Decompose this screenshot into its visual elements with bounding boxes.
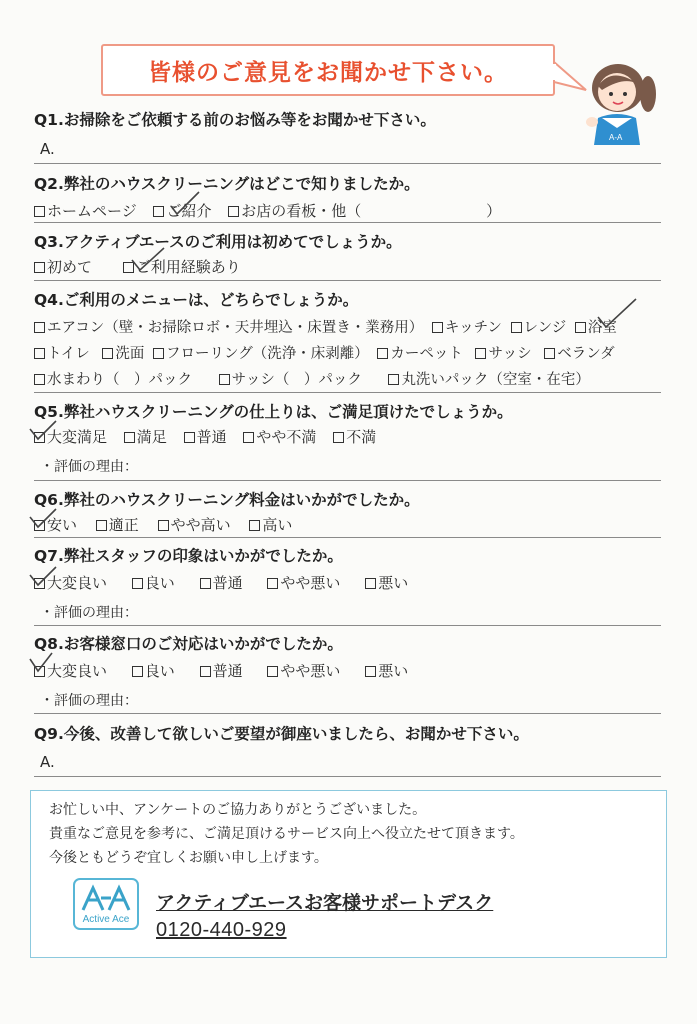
handwritten-checkmark (26, 415, 66, 445)
q8-options (34, 660, 420, 681)
q8-option-bad[interactable]: 悪い (365, 660, 408, 681)
q7-reason-label: ・評価の理由： (40, 605, 138, 621)
divider (34, 776, 661, 777)
q9-question: Q9.今後、改善して欲しいご要望が御座いましたら、お聞かせ下さい。 (34, 725, 529, 743)
divider (34, 392, 661, 393)
q4-option-toilet[interactable]: トイレ (34, 342, 90, 363)
q4-option-kitchen[interactable]: キッチン (432, 316, 502, 337)
q2-option-other[interactable]: お店の看板・他（ (228, 200, 361, 221)
q6-options (34, 514, 304, 535)
handwritten-checkmark (594, 295, 640, 331)
q6-option-somewhat-expensive[interactable]: やや高い (158, 514, 231, 535)
checkbox[interactable] (377, 348, 388, 359)
q6-question: Q6.弊社のハウスクリーニング料金はいかがでしたか。 (34, 491, 420, 509)
divider (34, 480, 661, 481)
active-ace-logo (73, 878, 139, 930)
q6-option-cheap[interactable]: 安い (34, 514, 77, 535)
q5-options (34, 426, 388, 447)
divider (34, 537, 661, 538)
q5-option-normal[interactable]: 普通 (184, 426, 227, 447)
q4-option-carpet[interactable]: カーペット (377, 342, 463, 363)
checkbox[interactable] (511, 322, 522, 333)
q8-option-somewhat-bad[interactable]: やや悪い (267, 660, 340, 681)
checkbox[interactable] (153, 348, 164, 359)
q6-option-fair[interactable]: 適正 (96, 514, 139, 535)
checkbox[interactable] (34, 322, 45, 333)
q7-option-normal[interactable]: 普通 (200, 572, 243, 593)
divider (34, 280, 661, 281)
q1-answer-prefix: A. (40, 140, 55, 158)
q5-question: Q5.弊社ハウスクリーニングの仕上りは、ご満足頂けたでしょうか。 (34, 403, 513, 421)
q7-question: Q7.弊社スタッフの印象はいかがでしたか。 (34, 547, 343, 565)
checkbox[interactable] (132, 578, 143, 589)
q4-option-full-wash-pack[interactable]: 丸洗いパック（空室・在宅） (388, 368, 590, 389)
q6-option-expensive[interactable]: 高い (249, 514, 292, 535)
q4-options-row1 (34, 316, 617, 337)
q2-options (34, 200, 501, 221)
checkbox[interactable] (544, 348, 555, 359)
q3-option-used-before[interactable]: ご利用経験あり (123, 256, 241, 277)
q4-option-sash-pack[interactable]: サッシ（ ）パック (219, 368, 362, 389)
checkbox[interactable] (249, 520, 260, 531)
divider (34, 163, 661, 164)
q7-option-bad[interactable]: 悪い (365, 572, 408, 593)
q3-question: Q3.アクティブエースのご利用は初めてでしょうか。 (34, 233, 402, 251)
q5-option-satisfied[interactable]: 満足 (124, 426, 167, 447)
q4-option-flooring[interactable]: フローリング（洗浄・床剥離） (153, 342, 369, 363)
support-phone-number[interactable]: 0120-440-929 (156, 919, 287, 941)
svg-text:A-A: A-A (609, 133, 623, 142)
checkbox[interactable] (200, 666, 211, 677)
checkbox[interactable] (388, 374, 399, 385)
divider (34, 222, 661, 223)
logo-mark-icon (75, 884, 137, 914)
checkbox[interactable] (132, 666, 143, 677)
q4-question: Q4.ご利用のメニューは、どちらでしょうか。 (34, 291, 359, 309)
q4-option-sash[interactable]: サッシ (475, 342, 531, 363)
q7-option-good[interactable]: 良い (132, 572, 175, 593)
q5-option-somewhat-dissatisfied[interactable]: やや不満 (243, 426, 316, 447)
q8-option-normal[interactable]: 普通 (200, 660, 243, 681)
q4-option-aircon[interactable]: エアコン（壁・お掃除ロボ・天井埋込・床置き・業務用） (34, 316, 423, 337)
q4-option-washroom[interactable]: 洗面 (102, 342, 144, 363)
checkbox[interactable] (34, 374, 45, 385)
checkbox[interactable] (432, 322, 443, 333)
q7-options (34, 572, 420, 593)
q5-reason-label: ・評価の理由： (40, 459, 138, 475)
checkbox[interactable] (96, 520, 107, 531)
q4-option-bathroom[interactable]: 浴室 (575, 316, 617, 337)
q4-options-row2 (34, 342, 615, 363)
q4-option-range[interactable]: レンジ (511, 316, 567, 337)
q7-option-very-good[interactable]: 大変良い (34, 572, 107, 593)
checkbox[interactable] (124, 432, 135, 443)
q7-option-somewhat-bad[interactable]: やや悪い (267, 572, 340, 593)
q2-option-homepage[interactable]: ホームページ (34, 200, 137, 221)
checkbox[interactable] (200, 578, 211, 589)
checkbox[interactable] (475, 348, 486, 359)
q5-option-very-satisfied[interactable]: 大変満足 (34, 426, 107, 447)
q4-options-row3 (34, 368, 590, 389)
q8-reason-label: ・評価の理由： (40, 693, 138, 709)
q8-option-very-good[interactable]: 大変良い (34, 660, 107, 681)
q5-option-dissatisfied[interactable]: 不満 (333, 426, 376, 447)
handwritten-checkmark (128, 244, 168, 274)
handwritten-checkmark (26, 561, 66, 591)
support-desk-name: アクティブエースお客様サポートデスク (156, 892, 494, 914)
checkbox[interactable] (158, 520, 169, 531)
checkbox[interactable] (267, 578, 278, 589)
checkbox[interactable] (333, 432, 344, 443)
checkbox[interactable] (34, 206, 45, 217)
footer-regards-line: 今後ともどうぞ宜しくお願い申し上げます。 (49, 850, 328, 866)
checkbox[interactable] (243, 432, 254, 443)
mascot-illustration (572, 50, 662, 145)
q8-question: Q8.お客様窓口のご対応はいかがでしたか。 (34, 635, 343, 653)
checkbox[interactable] (219, 374, 230, 385)
q2-option-referral[interactable]: ご紹介 (153, 200, 211, 221)
q2-option-other-close: ） (486, 202, 502, 220)
q9-answer-prefix: A. (40, 753, 55, 771)
checkbox[interactable] (267, 666, 278, 677)
footer-feedback-line: 貴重なご意見を参考に、ご満足頂けるサービス向上へ役立たせて頂きます。 (49, 826, 524, 842)
page-title: 皆様のご意見をお聞かせ下さい。 (148, 59, 508, 86)
footer-thanks-line: お忙しい中、アンケートのご協力ありがとうございました。 (49, 802, 427, 818)
checkbox[interactable] (365, 666, 376, 677)
checkbox-checked[interactable] (575, 322, 586, 333)
checkbox[interactable] (34, 262, 45, 273)
checkbox[interactable] (184, 432, 195, 443)
handwritten-checkmark (26, 503, 66, 533)
q3-option-first-time[interactable]: 初めて (34, 256, 92, 277)
q1-question: Q1.お掃除をご依頼する前のお悩み等をお聞かせ下さい。 (34, 111, 436, 129)
checkbox[interactable] (34, 348, 45, 359)
footer-message-box (30, 790, 667, 958)
checkbox[interactable] (102, 348, 113, 359)
checkbox-checked[interactable] (153, 206, 164, 217)
checkbox[interactable] (228, 206, 239, 217)
divider (34, 625, 661, 626)
checkbox[interactable] (365, 578, 376, 589)
q4-option-veranda[interactable]: ベランダ (544, 342, 614, 363)
divider (34, 713, 661, 714)
handwritten-checkmark (26, 649, 66, 679)
logo-text: Active Ace (82, 914, 130, 925)
handwritten-checkmark (165, 188, 205, 218)
q2-question: Q2.弊社のハウスクリーニングはどこで知りましたか。 (34, 175, 420, 193)
title-banner (101, 44, 555, 96)
q8-option-good[interactable]: 良い (132, 660, 175, 681)
q4-option-water-pack[interactable]: 水まわり（ ）パック (34, 368, 192, 389)
